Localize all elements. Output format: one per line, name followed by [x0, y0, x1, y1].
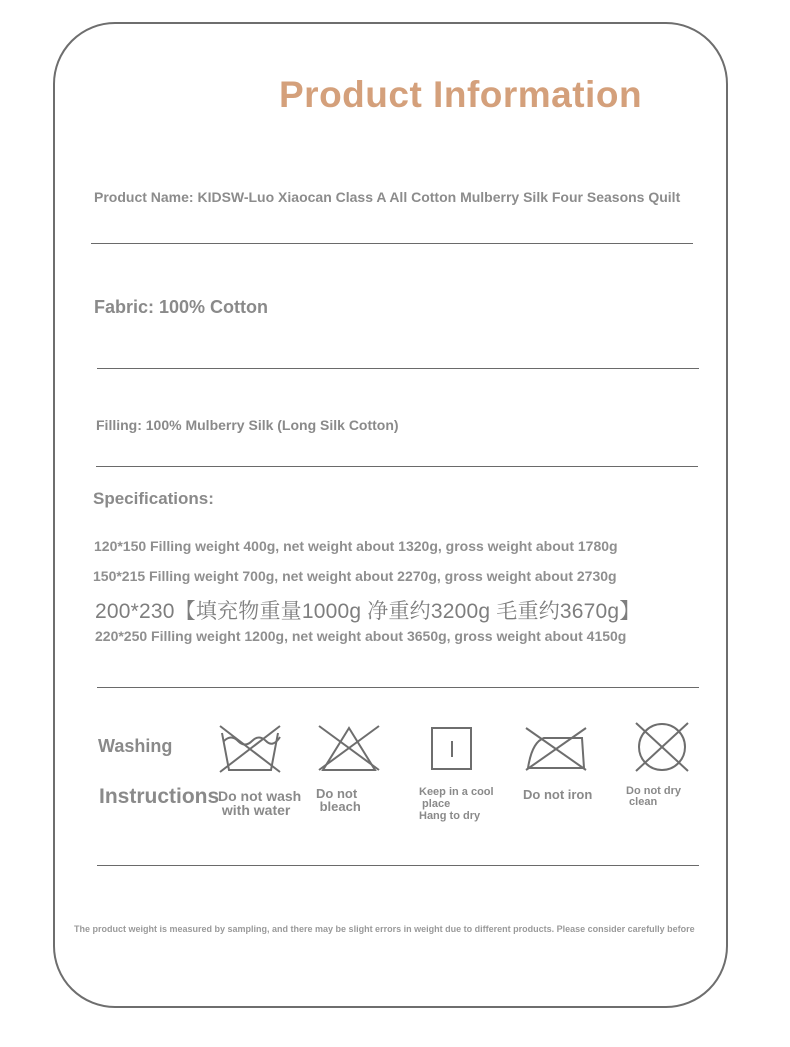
do-not-bleach-icon — [317, 724, 381, 774]
care-label-bleach: Do not bleach — [316, 786, 361, 814]
care-label-iron: Do not iron — [523, 787, 593, 802]
divider — [97, 687, 699, 688]
spec-row-220x250: 220*250 Filling weight 1200g, net weight about 3650g, gross weight about 4150g — [95, 628, 627, 644]
spec-row-120x150: 120*150 Filling weight 400g, net weight about 1320g, gross weight about 1780g — [94, 538, 618, 554]
content-frame — [53, 22, 728, 1008]
hang-to-dry-icon — [430, 726, 474, 772]
spec-row-200x230: 200*230【填充物重量1000g 净重约3200g 毛重约3670g】 — [95, 600, 641, 623]
fabric: Fabric: 100% Cotton — [94, 297, 269, 317]
do-not-wash-icon — [218, 724, 284, 774]
do-not-iron-icon — [524, 724, 588, 774]
care-label-hang-dry: Keep in a cool place Hang to dry — [419, 786, 494, 822]
spec-row-150x215: 150*215 Filling weight 700g, net weight about 2270g, gross weight about 2730g — [93, 568, 617, 584]
divider — [91, 243, 693, 244]
weight-disclaimer: The product weight is measured by sampling, and there may be slight errors in weight due to different products. Please consider carefully before — [74, 924, 695, 934]
page-title: Product Information — [279, 74, 643, 115]
divider — [97, 368, 699, 369]
washing-label: Washing — [98, 736, 173, 756]
care-label-dry-clean: Do not dry clean — [626, 785, 681, 808]
instructions-label: Instructions — [99, 785, 220, 808]
product-name: Product Name: KIDSW-Luo Xiaocan Class A All Cotton Mulberry Silk Four Seasons Quilt — [94, 189, 681, 205]
divider — [97, 865, 699, 866]
filling: Filling: 100% Mulberry Silk (Long Silk Cotton) — [96, 417, 399, 433]
care-label-wash: Do not wash with water — [218, 788, 302, 818]
specifications-heading: Specifications: — [93, 489, 214, 508]
divider — [96, 466, 698, 467]
do-not-dry-clean-icon — [632, 720, 692, 774]
